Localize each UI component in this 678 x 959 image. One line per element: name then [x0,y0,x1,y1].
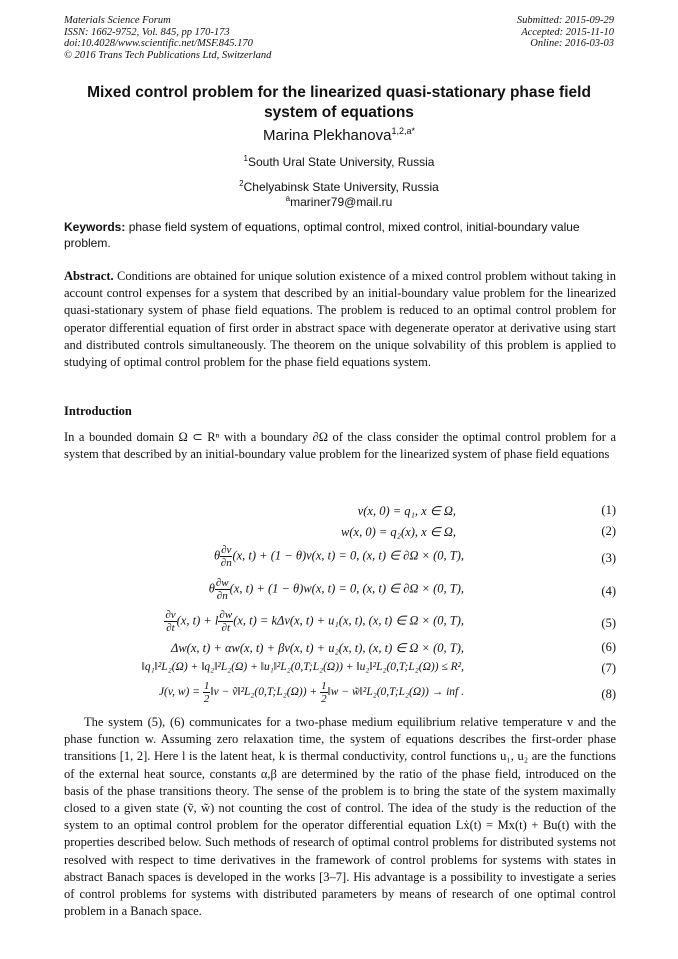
abstract-label: Abstract. [64,269,114,283]
equation-4-fraction [215,577,230,602]
submitted-date: Submitted: 2015-09-29 [516,15,614,26]
email-line [0,194,678,209]
affiliation-1 [0,154,678,169]
equation-3-theta: θ [213,548,221,563]
equation-7-number: (7) [601,661,616,675]
frac-denominator: 2 [321,693,327,705]
equation-5-number: (5) [601,616,616,630]
frac-numerator: 1 [321,680,327,692]
equation-3-body [214,544,464,569]
equation-1 [64,503,616,519]
equation-6-number: (6) [601,640,616,654]
equation-7-body: ‖q₁‖²L₂(Ω) + ‖q₂‖²L₂(Ω) + ‖u₁‖²L₂(0,T;L₂(Ω)) + ‖u₂‖²L₂(0,T;L₂(Ω)) ≤ R², [141,661,464,673]
equation-5-body [164,609,464,634]
journal-info [64,15,271,61]
frac-numerator: ∂v [165,609,176,621]
frac-numerator: 1 [203,680,210,692]
equation-8-part-1: ‖v − ṽ‖²L₂(0,T;L₂(Ω)) + [210,686,318,699]
frac-denominator: ∂t [221,622,231,634]
equation-5 [64,609,616,637]
equation-8-body [159,680,464,705]
equation-5-rest: (x, t) = kΔv(x, t) + u₁(x, t), (x, t) ∈ Ω × (0, T), [233,613,464,628]
equation-3-fraction [220,544,232,569]
equation-8-lead: J(v, w) = [158,686,201,699]
aff2-text: Chelyabinsk State University, Russia [243,180,439,194]
equation-7 [64,661,616,677]
equation-8-number: (8) [601,687,616,701]
equation-8-half-2 [320,680,328,705]
equation-5-fraction-2 [218,609,233,634]
copyright: © 2016 Trans Tech Publications Ltd, Switzerland [64,49,272,61]
frac-numerator: ∂w [219,609,233,621]
equation-1-body: v(x, 0) = q₁, x ∈ Ω, [357,504,456,518]
frac-numerator: ∂v [221,544,232,556]
abstract-text: Conditions are obtained for unique solution existence of a mixed control problem without taking in account control expenses for a system that described by an initial-boundary value problem for the linearized quasi-stationary system of phase field equations. The problem is reduced to an optimal control problem for operator differential equation of first order in abstract space with degenerate operator at derivative using start and distributed controls simultaneously. The theorem on the unique solvability of this problem is applied to studying of optimal control problem for the phase field equations system. [64,269,617,370]
equation-8 [64,680,616,708]
keywords [64,219,616,251]
author-marks: 1,2,a* [391,126,415,136]
equation-2 [64,524,616,540]
section-heading-introduction: Introduction [64,404,132,418]
accepted-date: Accepted: 2015-11-10 [521,26,614,38]
equation-2-body: w(x, 0) = q₂(x), x ∈ Ω, [341,525,456,539]
equation-1-number: (1) [601,503,616,517]
issn: ISSN: 1662-9752, Vol. 845, pp 170-173 [64,26,230,38]
author-line [0,126,678,144]
frac-denominator: 2 [203,693,210,705]
doi: doi:10.4028/www.scientific.net/MSF.845.170 [64,38,253,49]
email-address[interactable]: mariner79@mail.ru [290,195,393,209]
journal-name: Materials Science Forum [64,15,171,26]
keywords-label: Keywords: [64,220,126,234]
paper-title: Mixed control problem for the linearized quasi-stationary phase field system of equations [87,84,591,121]
equation-2-number: (2) [601,524,616,538]
online-date: Online: 2016-03-03 [530,38,614,49]
author-name: Marina Plekhanova [263,127,392,144]
equation-4 [64,577,616,605]
equation-6 [64,640,616,656]
equation-4-rest: (x, t) + (1 − θ)w(x, t) = 0, (x, t) ∈ ∂Ω × (0, T), [229,581,464,596]
equation-5-fraction-1 [164,609,176,634]
equation-4-body [209,577,464,602]
email-mark: a [285,194,291,203]
equation-5-mid: (x, t) + l [176,613,219,628]
keywords-text: phase field system of equations, optimal control, mixed control, initial-boundary value problem. [64,220,580,250]
aff2-mark: 2 [239,179,244,188]
equation-3 [64,544,616,572]
body-paragraph-2: The system (5), (6) communicates for a two-phase medium equilibrium relative temperature v and the phase function w. Assuming zero relaxation time, the system of equations describes the first-order phase transitions [1, 2]. Here l is the latent heat, k is thermal conductivity, control functions u₁, u₂ are the functions of the external heat source, constants α,β are determined by the ratio of the phase field, introduced on the basis of the phase transitions theory. The sense of the problem is to bring the state of the system maximally closed to a given state (ṽ, w̃) not counting the cost of control. The idea of the study is the reduction of the system to an optimal control problem for the operator differential equation Lẋ(t) = Mx(t) + Bu(t) with the properties described below. Such methods of research of optimal control problems for distributed systems not resolved with respect to time derivatives in the framework of control problems for systems with states in abstract Banach spaces is developed in the works [3–7]. His advantage is a possibility to investigate a series of control problems for systems with distributed parameters by means of research of one optimal control problem in a Banach space. [64,715,616,919]
equation-8-part-2: ‖w − w̃‖²L₂(0,T;L₂(Ω)) → inf . [327,686,464,699]
equation-4-number: (4) [601,584,616,598]
equation-4-theta: θ [208,581,215,596]
frac-denominator: ∂n [220,557,232,569]
equation-3-rest: (x, t) + (1 − θ)v(x, t) = 0, (x, t) ∈ ∂Ω × (0, T), [232,548,464,563]
frac-numerator: ∂w [215,577,229,589]
aff1-mark: 1 [243,154,248,163]
dates-info [517,15,614,50]
aff1-text: South Ural State University, Russia [247,155,435,169]
intro-paragraph: In a bounded domain Ω ⊂ Rⁿ with a boundary ∂Ω of the class consider the optimal control problem for a system that described by an initial-boundary value problem for the linearized system of phase field equations [64,430,616,462]
abstract [64,268,616,371]
equation-6-body: Δw(x, t) + αw(x, t) + βv(x, t) + u₂(x, t), (x, t) ∈ Ω × (0, T), [171,641,464,655]
affiliation-2 [0,179,678,194]
frac-denominator: ∂t [166,622,175,634]
frac-denominator: ∂n [216,590,228,602]
equation-3-number: (3) [601,551,616,565]
